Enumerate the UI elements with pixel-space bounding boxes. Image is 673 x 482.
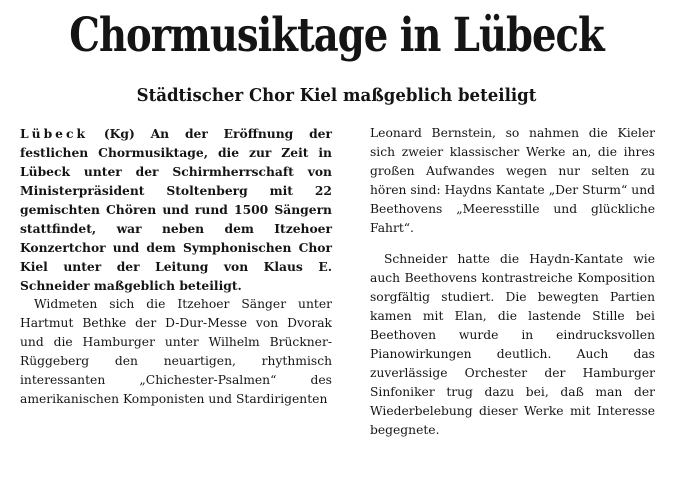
body-paragraph-3: Schneider hatte die Haydn-Kantate wie auch Beethovens kontrastreiche Komposition sorgfältig studiert. Die bewegten Partien kamen mit Elan, die lastende Stille bei Beethoven wurde in eindrucksvollen Pianowirkungen deutlich. Auch das zuverlässige Orchester der Hamburger Sinfoniker trug dazu bei, daß man der Wiederbelebung dieser Werke mit Interesse begegnete.	[370, 252, 655, 437]
lead-paragraph	[20, 124, 332, 295]
article-column-left	[20, 124, 332, 409]
article-subheadline: Städtischer Chor Kiel maßgeblich beteiligt	[136, 85, 537, 106]
paragraph-gap	[370, 238, 655, 250]
dateline: Lübeck	[20, 126, 89, 141]
lead-text: (Kg) An der Eröffnung der festlichen Chormusiktage, die zur Zeit in Lübeck unter der Schirmherrschaft von Ministerpräsident Stoltenberg mit 22 gemischten Chören und rund 1500 Sängern stattfindet, war neben dem Itzehoer Konzertchor und dem Symphonischen Chor Kiel unter der Leitung von Klaus E. Schneider maßgeblich beteiligt.	[20, 126, 332, 293]
article-column-right	[370, 124, 655, 440]
body-paragraph-2: Widmeten sich die Itzehoer Sänger unter Hartmut Bethke der D-Dur-Messe von Dvorak und die Hamburger unter Wilhelm Brückner-Rüggeberg den neuartigen, rhythmisch interessanten „Chichester-Psalmen“ des amerikanischen Komponisten und Stardirigenten	[20, 297, 332, 406]
article-headline: Chormusiktage in Lübeck	[69, 8, 604, 63]
body-paragraph-2-continued: Leonard Bernstein, so nahmen die Kieler sich zweier klassischer Werke an, die ihres großen Aufwandes wegen nur selten zu hören sind: Haydns Kantate „Der Sturm“ und Beethovens „Meeresstille und glückliche Fahrt“.	[370, 126, 655, 235]
